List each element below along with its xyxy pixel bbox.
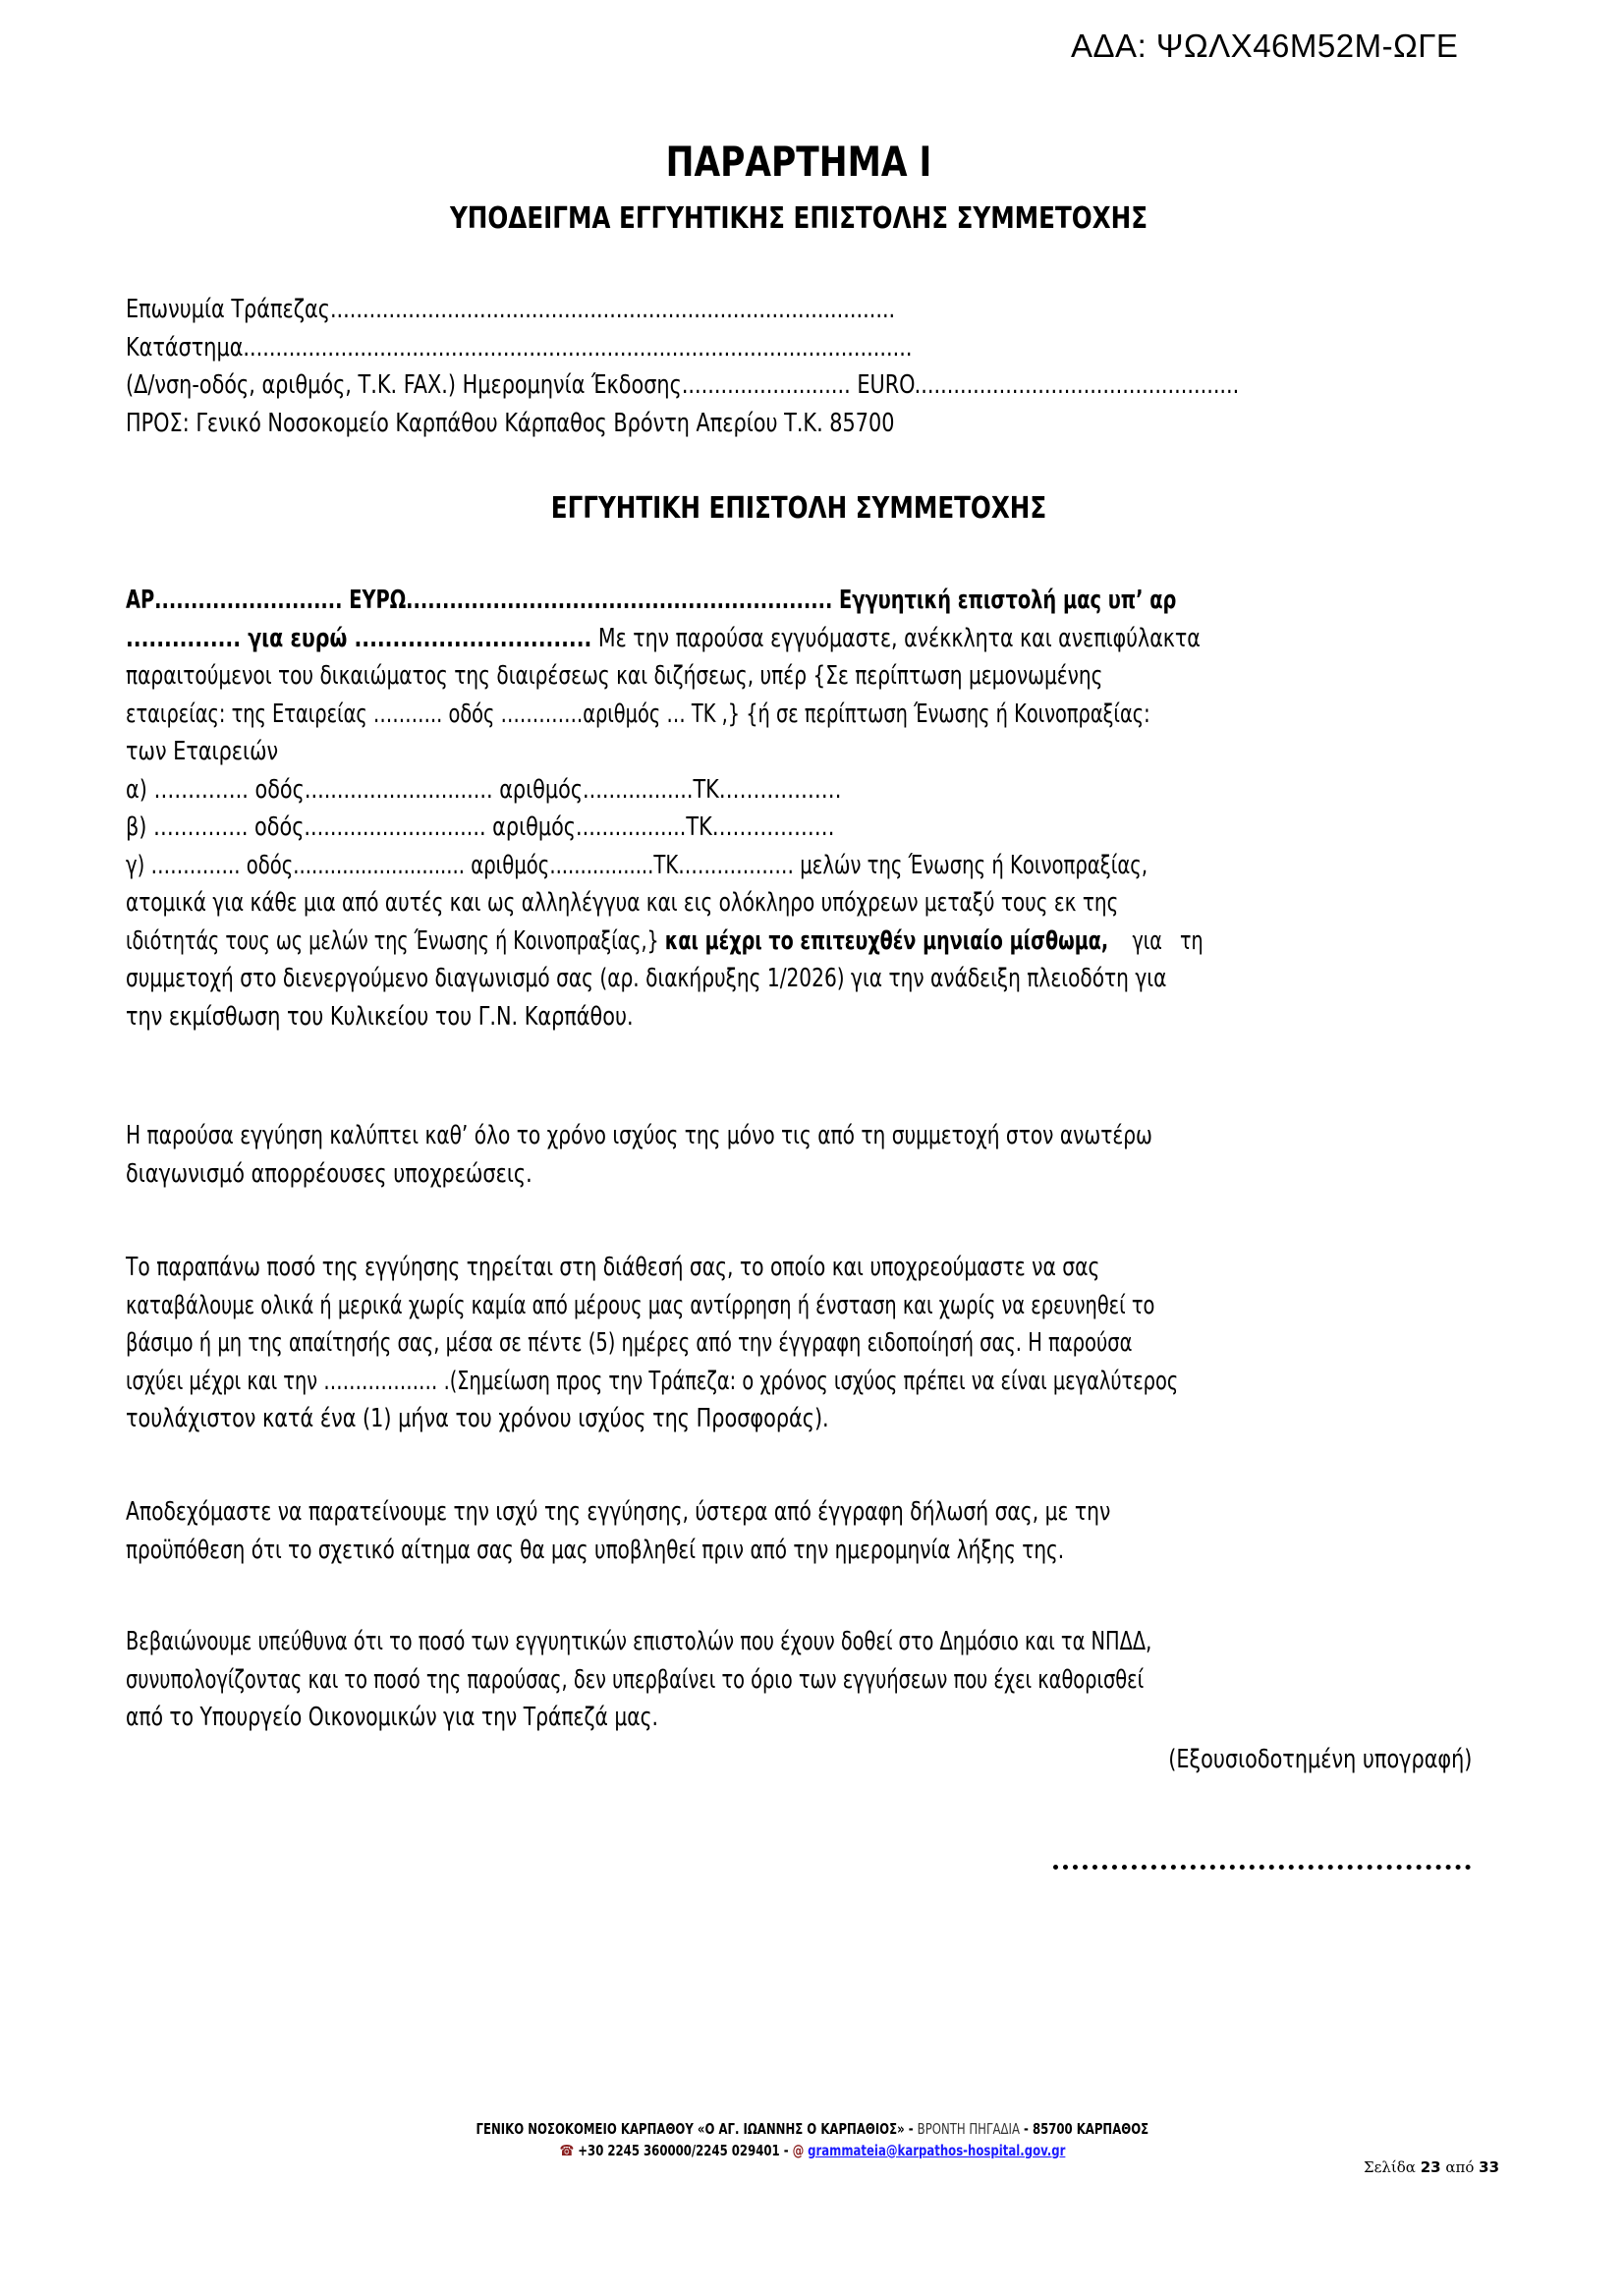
footer-org-line: ΓΕΝΙΚΟ ΝΟΣΟΚΟΜΕΙΟ ΚΑΡΠΑΘΟΥ «Ο ΑΓ. ΙΩΑΝΝΗΣ Ο ΚΑΡΠΑΘΙΟΣ» - ΒΡΟΝΤΗ ΠΗΓΑΔΙΑ - 85700 ΚΑΡΠΑΘΟΣ [476,2120,1148,2138]
extension-paragraph [126,1493,1472,1569]
text-line: προϋπόθεση ότι το σχετικό αίτημα σας θα μας υποβληθεί πριν από την ημερομηνία λήξης της. [126,1535,1065,1565]
limit-paragraph [126,1623,1472,1737]
text-line: διαγωνισμό απορρέουσες υποχρεώσεις. [126,1158,532,1189]
bank-header-fields [126,291,1472,442]
text-line: βάσιμο ή μη της απαίτησής σας, μέσα σε πέντε (5) ημέρες από την έγγραφη ειδοποίησή σας. Η παρούσα [126,1328,1133,1358]
monthly-rent-bold: και μέχρι το επιτευχθέν μηνιαίο μίσθωμα, [664,925,1109,956]
branch-field: Κατάστημα....................................................................................................... [126,332,913,363]
text-line: συνυπολογίζοντας και το ποσό της παρούσας, δεν υπερβαίνει το όριο των εγγυήσεων που έχει καθορισθεί [126,1664,1145,1695]
text-line: ιδιότητάς τους ως μελών της Ένωσης ή Κοινοπραξίας,} και μέχρι το επιτευχθέν μηνιαίο μίσθωμα, για τη [126,925,1204,956]
address-issue-date-field: (Δ/νση-οδός, αριθμός, Τ.Κ. FAX.) Ημερομηνία Έκδοσης.......................... EURO.................................................. [126,370,1240,400]
at-icon: @ [792,2142,804,2159]
member-b-line: β) ………….. οδός............................ αριθμός.................ΤΚ……………… [126,812,835,842]
text-line: παραιτούμενοι του δικαιώματος της διαιρέσεως και διζήσεως, υπέρ {Σε περίπτωση μεμονωμένης [126,661,1103,691]
hospital-address: ΒΡΟΝΤΗ ΠΗΓΑΔΙΑ [917,2120,1020,2138]
text-line: τουλάχιστον κατά ένα (1) μήνα του χρόνου ισχύος της Προσφοράς). [126,1404,829,1433]
email-link[interactable]: grammateia@karpathos-hospital.gov.gr [807,2142,1065,2159]
page-number: Σελίδα 23 από 33 [1364,2158,1500,2176]
postal-code: 85700 ΚΑΡΠΑΘΟΣ [1032,2120,1148,2138]
text-line: συμμετοχή στο διενεργούμενο διαγωνισμό σας (αρ. διακήρυξης 1/2026) για την ανάδειξη πλειοδότη για [126,964,1167,993]
letter-title: ΕΓΓΥΗΤΙΚΗ ΕΠΙΣΤΟΛΗ ΣΥΜΜΕΤΟΧΗΣ [550,491,1047,526]
text-line: από το Υπουργείο Οικονομικών για την Τράπεζά μας. [126,1703,658,1732]
annex-title: ΠΑΡΑΡΤΗΜΑ Ι [665,138,932,186]
guarantee-number-line: ΑΡ.......................... ΕΥΡΩ........................................................... Εγγυητική επιστολή μας υπ’ αρ [126,586,1177,615]
hospital-name: ΓΕΝΙΚΟ ΝΟΣΟΚΟΜΕΙΟ ΚΑΡΠΑΘΟΥ «Ο ΑΓ. ΙΩΑΝΝΗΣ Ο ΚΑΡΠΑΘΙΟΣ» [476,2120,905,2138]
signature-line [1053,1865,1471,1870]
text-line: ατομικά για κάθε μια από αυτές και ως αλληλέγγυα και εις ολόκληρο υπόχρεων μεταξύ τους εκ της [126,888,1119,918]
text-line: την εκμίσθωση του Κυλικείου του Γ.Ν. Καρπάθου. [126,1001,634,1032]
guarantee-amount-line: ............... για ευρώ ............................... Με την παρούσα εγγυόμαστε, ανέκκλητα και ανεπιφύλακτα [126,623,1201,653]
payment-paragraph [126,1249,1472,1438]
recipient-line: ΠΡΟΣ: Γενικό Νοσοκομείο Καρπάθου Κάρπαθος Βρόντη Απερίου Τ.Κ. 85700 [126,408,895,438]
ada-identifier: ΑΔΑ: ΨΩΛΧ46Μ52Μ-ΩΓΕ [1071,28,1459,64]
text-line: των Εταιρειών [126,737,279,766]
annex-subtitle: ΥΠΟΔΕΙΓΜΑ ΕΓΓΥΗΤΙΚΗΣ ΕΠΙΣΤΟΛΗΣ ΣΥΜΜΕΤΟΧΗΣ [449,201,1148,236]
phone-numbers: +30 2245 360000/2245 029401 - [573,2142,793,2159]
text-line: Βεβαιώνουμε υπεύθυνα ότι το ποσό των εγγυητικών επιστολών που έχουν δοθεί στο Δημόσιο και τα ΝΠΔΔ, [126,1627,1152,1656]
coverage-paragraph [126,1117,1472,1193]
text-line: Η παρούσα εγγύηση καλύπτει καθ’ όλο το χρόνο ισχύος της μόνο τις από τη συμμετοχή στον ανωτέρω [126,1121,1152,1150]
member-c-line: γ) ………….. οδός............................ αριθμός.................ΤΚ……………… μελών της Ένωσης ή Κοινοπραξίας, [126,850,1148,880]
bank-name-field: Επωνυμία Τράπεζας....................................................................................... [126,295,896,324]
validity-line: ισχύει μέχρι και την ……………… .(Σημείωση προς την Τράπεζα: ο χρόνος ισχύος πρέπει να είναι μεγαλύτερος [126,1366,1179,1396]
total-pages: 33 [1479,2158,1500,2176]
text-line: εταιρείας: της Εταιρείας ……….. οδός ………….αριθμός … ΤΚ ,} {ή σε περίπτωση Ένωσης ή Κοινοπραξίας: [126,699,1150,729]
text-line: Αποδεχόμαστε να παρατείνουμε την ισχύ της εγγύησης, ύστερα από έγγραφη δήλωσή σας, με την [126,1497,1111,1527]
current-page: 23 [1420,2158,1441,2176]
page-footer [0,2120,1624,2159]
phone-icon: ☎ [559,2142,574,2159]
footer-contact-line [559,2142,1065,2159]
member-a-line: α) ………….. οδός............................. αριθμός.................ΤΚ……………… [126,774,842,805]
text-line: Το παραπάνω ποσό της εγγύησης τηρείται στη διάθεσή σας, το οποίο και υποχρεούμαστε να σας [126,1253,1100,1282]
guarantee-paragraph [126,582,1472,1036]
text-line: καταβάλουμε ολικά ή μερικά χωρίς καμία από μέρους μας αντίρρηση ή ένσταση και χωρίς να ερευνηθεί το [126,1290,1155,1320]
signature-label: (Εξουσιοδοτημένη υπογραφή) [1167,1745,1472,1774]
